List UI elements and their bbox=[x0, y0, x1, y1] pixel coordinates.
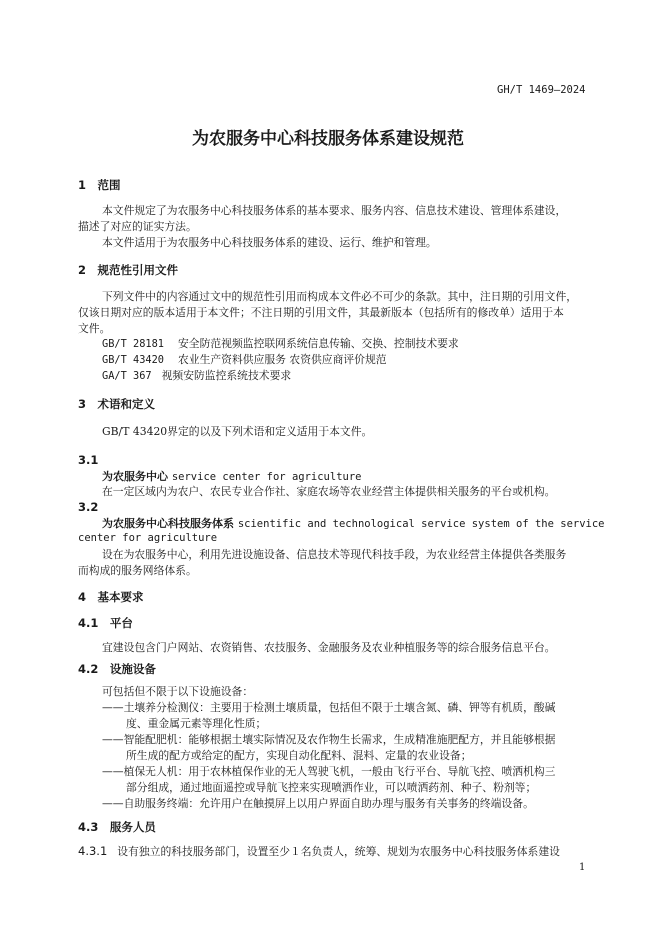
section-3-heading: 3 术语和定义 bbox=[78, 397, 156, 411]
section-4-2-intro: 可包括但不限于以下设施设备： bbox=[102, 685, 254, 698]
term-3-2-en-line-1: scientific and technological service system of the service bbox=[237, 518, 605, 530]
list-item-cont: 所生成的配方或给定的配方，实现自动化配料、混料、定量的农业设备； bbox=[126, 749, 472, 762]
standard-code: GH/T 1469—2024 bbox=[497, 84, 586, 96]
term-3-2-en-line-2: center for agriculture bbox=[78, 532, 218, 544]
clause-text: 设有独立的科技服务部门，设置至少１名负责人，统筹、规划为农服务中心科技服务体系建设 bbox=[117, 845, 560, 858]
reference-code: GA/T 367 bbox=[102, 370, 152, 382]
term-3-1-definition: 在一定区域内为农户、农民专业合作社、家庭农场等农业经营主体提供相关服务的平台或机构。 bbox=[102, 485, 556, 498]
list-item: ——土壤养分检测仪：主要用于检测土壤质量，包括但不限于土壤含氮、磷、钾等有机质，酸碱 bbox=[102, 701, 556, 714]
term-3-2-title-cont bbox=[78, 531, 217, 544]
section-2-para-line-1: 下列文件中的内容通过文中的规范性引用而构成本文件必不可少的条款。其中，注日期的引用文件， bbox=[102, 290, 578, 303]
reference-item bbox=[102, 336, 459, 351]
section-1-para-2: 本文件适用于为农服务中心科技服务体系的建设、运行、维护和管理。 bbox=[102, 236, 437, 249]
section-2-para-line-2: 仅该日期对应的版本适用于本文件；不注日期的引用文件，其最新版本（包括所有的修改单）适用于本 bbox=[78, 306, 564, 319]
section-4-3-heading: 4.3 服务人员 bbox=[78, 820, 156, 834]
section-4-2-heading: 4.2 设施设备 bbox=[78, 662, 156, 676]
section-2-heading: 2 规范性引用文件 bbox=[78, 263, 179, 277]
list-item-cont: 部分组成，通过地面遥控或导航飞控来实现喷洒作业，可以喷洒药剂、种子、粉剂等； bbox=[126, 781, 537, 794]
section-1-para-1-line-2: 描述了对应的证实方法。 bbox=[78, 220, 197, 233]
term-3-2-definition-line-1: 设在为农服务中心，利用先进设施设备、信息技术等现代科技手段，为农业经营主体提供各类服务 bbox=[102, 548, 567, 561]
reference-item bbox=[102, 352, 387, 367]
reference-title: 安全防范视频监控联网系统信息传输、交换、控制技术要求 bbox=[178, 337, 459, 350]
document-title: 为农服务中心科技服务体系建设规范 bbox=[192, 129, 464, 149]
term-3-2-zh: 为农服务中心科技服务体系 bbox=[102, 517, 234, 530]
page-number: 1 bbox=[579, 862, 586, 873]
section-2-para-line-3: 文件。 bbox=[78, 322, 111, 335]
list-item-cont: 度、重金属元素等理化性质； bbox=[126, 717, 267, 730]
section-4-1-para: 宜建设包含门户网站、农资销售、农技服务、金融服务及农业种植服务等的综合服务信息平台。 bbox=[102, 641, 556, 654]
list-item: ——自助服务终端：允许用户在触摸屏上以用户界面自助办理与服务有关事务的终端设备。 bbox=[102, 797, 534, 810]
clause-number: 4.3.1 bbox=[78, 844, 108, 858]
reference-code: GB/T 28181 bbox=[102, 338, 164, 350]
reference-code: GB/T 43420 bbox=[102, 354, 164, 366]
section-4-1-heading: 4.1 平台 bbox=[78, 616, 133, 630]
list-item: ——智能配肥机：能够根据土壤实际情况及农作物生长需求，生成精准施肥配方，并且能够根据 bbox=[102, 733, 556, 746]
term-3-1-zh: 为农服务中心 bbox=[102, 470, 168, 483]
section-1-heading: 1 范围 bbox=[78, 178, 121, 192]
reference-title: 视频安防监控系统技术要求 bbox=[161, 369, 292, 382]
term-3-1-en: service center for agriculture bbox=[171, 471, 362, 483]
term-3-2-definition-line-2: 而构成的服务网络体系。 bbox=[78, 564, 197, 577]
section-4-3-1-para bbox=[78, 844, 560, 859]
reference-title: 农业生产资料供应服务 农资供应商评价规范 bbox=[178, 353, 387, 366]
reference-item bbox=[102, 368, 291, 383]
term-3-1-title bbox=[102, 468, 362, 484]
section-4-heading: 4 基本要求 bbox=[78, 590, 144, 604]
section-3-intro: GB/T 43420界定的以及下列术语和定义适用于本文件。 bbox=[102, 425, 373, 438]
term-3-2-title bbox=[102, 515, 605, 531]
term-3-1-number: 3.1 bbox=[78, 453, 99, 467]
section-1-para-1-line-1: 本文件规定了为农服务中心科技服务体系的基本要求、服务内容、信息技术建设、管理体系建设， bbox=[102, 204, 567, 217]
list-item: ——植保无人机：用于农林植保作业的无人驾驶飞机，一般由飞行平台、导航飞控、喷洒机构三 bbox=[102, 765, 556, 778]
term-3-2-number: 3.2 bbox=[78, 500, 99, 514]
